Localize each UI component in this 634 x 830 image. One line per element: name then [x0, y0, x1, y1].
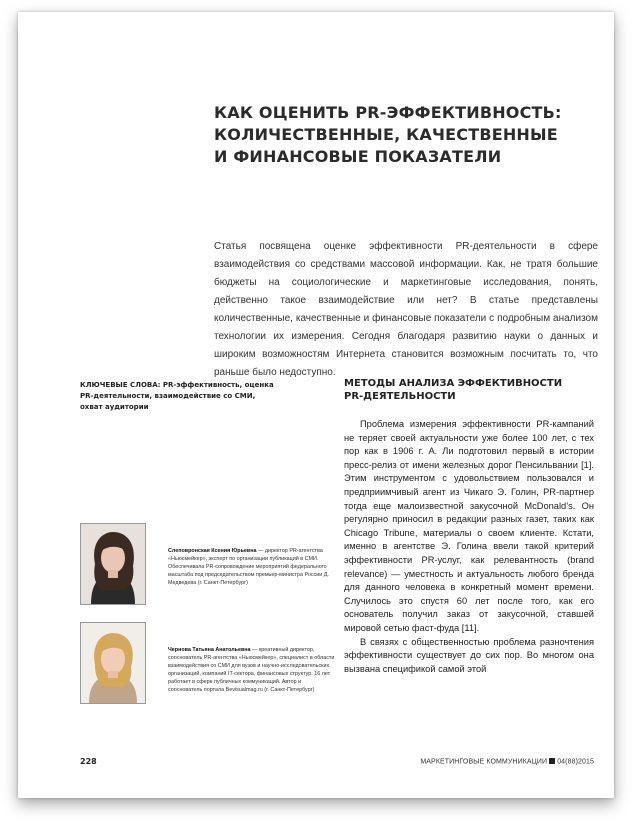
- author-card: [80, 523, 332, 603]
- article-title: [214, 102, 594, 168]
- title-line: КОЛИЧЕСТВЕННЫЕ, КАЧЕСТВЕННЫЕ: [214, 125, 558, 144]
- body-text: [344, 418, 594, 676]
- author-name: Чернова Татьяна Анатольевна: [168, 647, 251, 653]
- section-title-line: МЕТОДЫ АНАЛИЗА ЭФФЕКТИВНОСТИ: [344, 378, 563, 389]
- journal-page: [18, 12, 614, 798]
- section-title-line: PR-ДЕЯТЕЛЬНОСТИ: [344, 391, 456, 402]
- author-name: Слеповронская Ксения Юрьевна: [168, 548, 257, 554]
- title-line: КАК ОЦЕНИТЬ PR-ЭФФЕКТИВНОСТЬ:: [214, 103, 562, 122]
- title-line: И ФИНАНСОВЫЕ ПОКАЗАТЕЛИ: [214, 147, 502, 166]
- paragraph: В связях с общественностью проблема разночтения эффективности существует до сих пор. Во многом она вызвана спецификой самой этой: [344, 636, 594, 674]
- author-bio: [168, 547, 336, 587]
- author-card: [80, 622, 335, 702]
- journal-name: МАРКЕТИНГОВЫЕ КОММУНИКАЦИИ: [420, 758, 548, 766]
- keywords: [80, 380, 276, 413]
- author-photo: [80, 523, 146, 605]
- keywords-label: КЛЮЧЕВЫЕ СЛОВА:: [80, 381, 161, 389]
- portrait-blonde-hair-icon: [81, 623, 145, 703]
- journal-issue: 04(88)2015: [557, 758, 594, 766]
- portrait-dark-hair-icon: [81, 524, 145, 604]
- author-description: — директор PR-агентства «Ньюсмейкер», эксперт по организации публикаций в СМИ. Обеспечивала PR-сопровождение мероприятий федерального масштаба под председательством премьер-министра России Д. Медведева (г. Санкт-Петербург): [168, 548, 329, 586]
- page-number: 228: [80, 757, 97, 766]
- author-bio: [168, 646, 336, 694]
- journal-footer: [420, 758, 594, 766]
- square-separator-icon: [549, 758, 555, 764]
- section-title: [344, 377, 594, 403]
- article-abstract: Статья посвящена оценке эффективности PR-деятельности в сфере взаимодействия со средствами массовой информации. Как, не тратя большие бюджеты на социологические и маркетинговые исследования, понять, действенно такое взаимодействие или нет? В статье представлены количественные, качественные и финансовые показатели с подробным анализом технологии их измерения. Сегодня благодаря развитию науки о данных и широким возможностям Интернета становится возможным посчитать то, что раньше было недоступно.: [214, 241, 598, 378]
- author-photo: [80, 622, 146, 704]
- author-description: — креативный директор, сооснователь PR-агентства «Ньюсмейкер», специалист в области взаимодействия со СМИ для вузов и научно-исследовательских организаций, компаний IT-сектора, финансовых структур. 16 лет работает в сфере публичных коммуникаций. Автор и сооснователь портала Bevisualmag.ru (г. Санкт-Петербург): [168, 647, 335, 693]
- paragraph: Проблема измерения эффективности PR-кампаний не теряет своей актуальности уже более 100 лет, с тех пор как в 1906 г. А. Ли подготовил первый в истории пресс-релиз от имени железных дорог Пенсильвании [1]. Этим инструментом с удовольствием пользовался и предприимчивый агент из Чикаго Э. Голин, PR-партнер тогда еще малоизвестной закусочной McDonald’s. Он регулярно приносил в редакции разных газет, таких как Chicago Tribune, материалы о своем клиенте. Кстати, именно в агентстве Э. Голина ввели такой критерий эффективности PR-услуг, как релевантность (brand relevance) — уместность и актуальность любого бренда для данного человека в конкретный момент времени. Случилось это спустя 60 лет после того, как его основатель получил заказ от закусочной, ставшей мировой сетью фаст-фуда [11].: [344, 419, 594, 633]
- keywords-text: PR-эффективность, оценка PR-деятельности, взаимодействие со СМИ, охват аудитории: [80, 381, 274, 411]
